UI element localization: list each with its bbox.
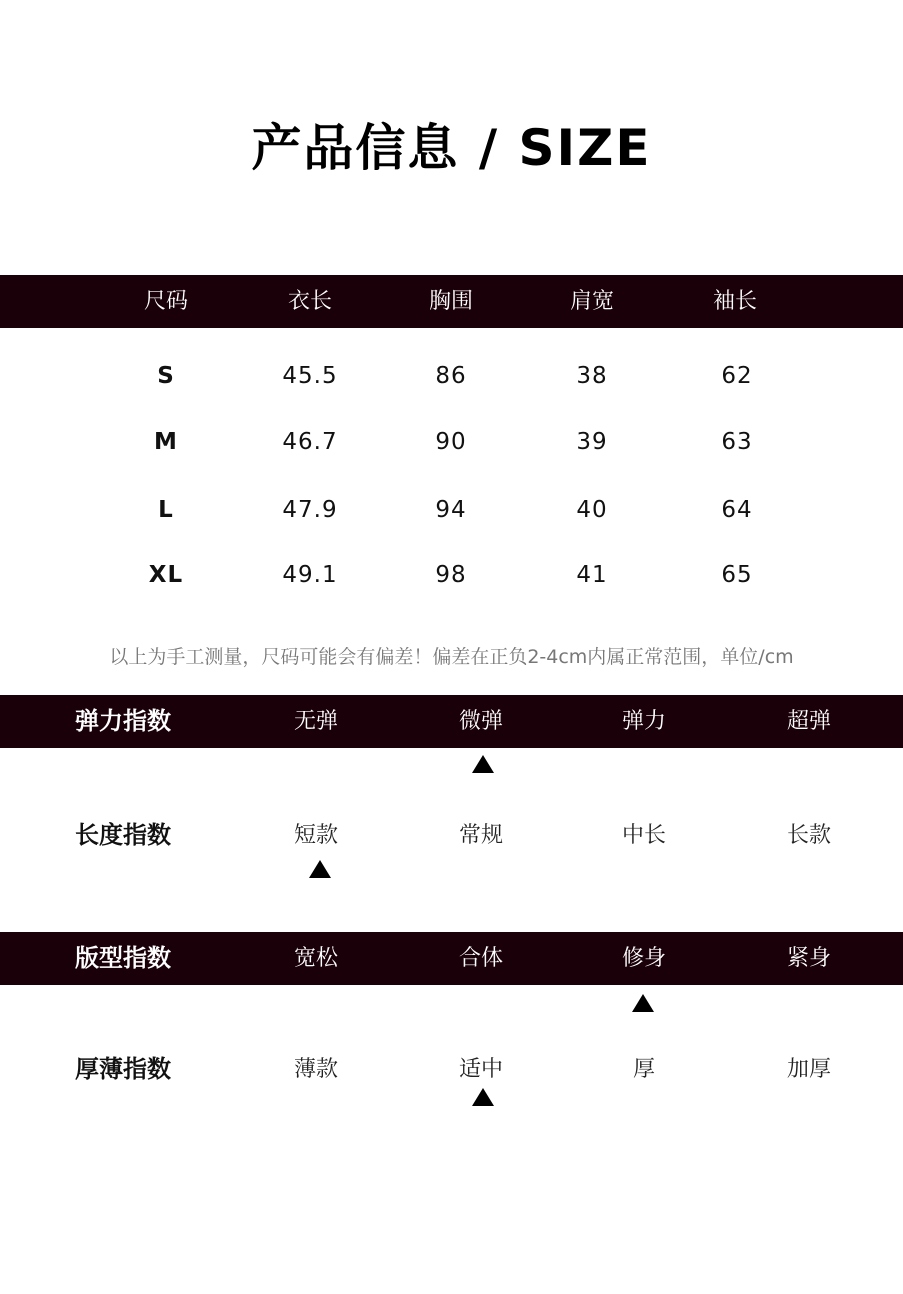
column-header-shoulder: 肩宽 [569,289,615,314]
table-row [0,555,903,595]
table-row [0,356,903,396]
table-cell-size: XL [148,562,184,588]
index-option: 微弹 [458,709,504,734]
index-option: 常规 [458,823,504,848]
page-title: 产品信息 / SIZE [251,119,652,177]
table-cell: 40 [576,497,608,523]
table-row [0,490,903,530]
thickness-index-row [0,1043,903,1096]
table-cell-size: L [158,497,174,523]
length-index-row [0,809,903,862]
index-option: 修身 [621,946,667,971]
index-label: 弹力指数 [75,707,171,735]
table-cell: 90 [435,429,467,455]
table-cell: 65 [721,562,753,588]
selected-marker-icon [632,994,654,1012]
table-cell: 64 [721,497,753,523]
table-row [0,422,903,462]
table-cell: 98 [435,562,467,588]
column-header-length: 衣长 [287,289,333,314]
table-cell: 39 [576,429,608,455]
selected-marker-icon [309,860,331,878]
index-option: 适中 [458,1057,504,1082]
index-option: 加厚 [786,1057,832,1082]
index-option: 宽松 [293,946,339,971]
elasticity-index-row [0,695,903,748]
table-cell: 47.9 [282,497,338,523]
index-option: 中长 [621,823,667,848]
table-cell: 86 [435,363,467,389]
column-header-sleeve: 袖长 [712,289,758,314]
table-cell: 45.5 [282,363,338,389]
table-cell: 94 [435,497,467,523]
measurement-note: 以上为手工测量，尺码可能会有偏差！偏差在正负2-4cm内属正常范围，单位/cm [109,646,794,668]
index-option: 弹力 [621,709,667,734]
index-label: 版型指数 [75,944,171,972]
selected-marker-icon [472,755,494,773]
table-cell: 41 [576,562,608,588]
column-header-chest: 胸围 [428,289,474,314]
fit-index-row [0,932,903,985]
index-option: 长款 [786,823,832,848]
selected-marker-icon [472,1088,494,1106]
column-header-size: 尺码 [143,289,189,314]
index-label: 长度指数 [75,821,171,849]
index-option: 合体 [458,946,504,971]
table-cell-size: S [157,363,175,389]
index-label: 厚薄指数 [75,1055,171,1083]
table-cell: 38 [576,363,608,389]
index-option: 短款 [293,823,339,848]
index-option: 厚 [632,1057,656,1082]
table-cell: 49.1 [282,562,338,588]
index-option: 无弹 [293,709,339,734]
table-cell: 62 [721,363,753,389]
index-option: 超弹 [786,709,832,734]
index-option: 紧身 [786,946,832,971]
index-option: 薄款 [293,1057,339,1082]
table-cell: 63 [721,429,753,455]
size-table-header [0,275,903,328]
table-cell: 46.7 [282,429,338,455]
table-cell-size: M [154,429,178,455]
